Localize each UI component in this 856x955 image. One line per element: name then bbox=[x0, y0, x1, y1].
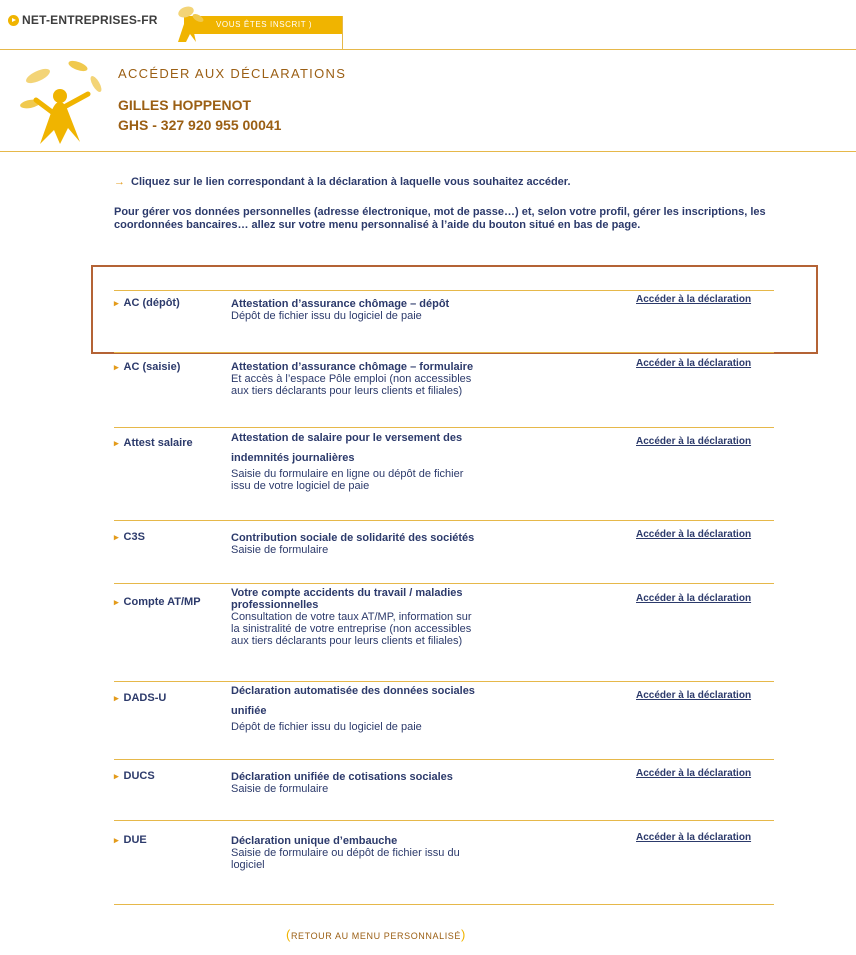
user-id: GHS - 327 920 955 00041 bbox=[118, 117, 282, 133]
section-title: ACCÉDER AUX DÉCLARATIONS bbox=[118, 66, 347, 81]
declaration-line: aux tiers déclarants pour leurs clients et filiales) bbox=[231, 635, 463, 647]
row-divider bbox=[114, 904, 774, 905]
declaration-line: Consultation de votre taux AT/MP, information sur bbox=[231, 611, 472, 623]
declaration-title: Déclaration automatisée des données sociales bbox=[231, 685, 475, 697]
declaration-title: Votre compte accidents du travail / maladies bbox=[231, 587, 463, 599]
declaration-title-cont: unifiée bbox=[231, 705, 267, 717]
mascot-small-icon bbox=[168, 2, 206, 46]
access-declaration-link[interactable]: Accéder à la déclaration bbox=[636, 832, 752, 843]
declaration-line: issu de votre logiciel de paie bbox=[231, 480, 370, 492]
declaration-line: Et accès à l’espace Pôle emploi (non accessibles bbox=[231, 373, 472, 385]
row-divider bbox=[114, 290, 774, 291]
declaration-line: logiciel bbox=[231, 859, 265, 871]
top-bar bbox=[0, 0, 856, 50]
declaration-description bbox=[231, 587, 521, 647]
declaration-line: Saisie de formulaire bbox=[231, 783, 329, 795]
declaration-line: Dépôt de fichier issu du logiciel de paie bbox=[231, 310, 422, 322]
declaration-description bbox=[231, 771, 521, 795]
access-declaration-link[interactable]: Accéder à la déclaration bbox=[636, 529, 752, 540]
declaration-code: ▸ AC (dépôt) bbox=[114, 297, 180, 309]
paren-close-icon: ) bbox=[461, 927, 466, 942]
declaration-line: aux tiers déclarants pour leurs clients et filiales) bbox=[231, 385, 463, 397]
declaration-description bbox=[231, 428, 521, 492]
declaration-code: ▸ Compte AT/MP bbox=[114, 596, 201, 608]
row-divider bbox=[114, 583, 774, 584]
declaration-description bbox=[231, 532, 521, 556]
declaration-title: Contribution sociale de solidarité des sociétés bbox=[231, 532, 475, 544]
declaration-line: Saisie du formulaire en ligne ou dépôt de fichier bbox=[231, 468, 464, 480]
access-declaration-link[interactable]: Accéder à la déclaration bbox=[636, 768, 752, 779]
header-divider bbox=[0, 49, 856, 50]
brand-logo[interactable] bbox=[8, 12, 158, 28]
declaration-line: Saisie de formulaire ou dépôt de fichier issu du bbox=[231, 847, 460, 859]
info-paragraph: Pour gérer vos données personnelles (adresse électronique, mot de passe…) et, selon votre profil, gérer les inscriptions, les coordonnées bancaires… allez sur votre menu personnalisé à l’aide du bouton situé en bas de page. bbox=[114, 206, 766, 231]
row-divider bbox=[114, 520, 774, 521]
declaration-title: Attestation de salaire pour le versement des bbox=[231, 432, 463, 444]
declaration-title: Déclaration unifiée de cotisations sociales bbox=[231, 771, 453, 783]
brand-name: NET-ENTREPRISES-FR bbox=[22, 13, 158, 27]
tab-label: VOUS ÊTES INSCRIT ) bbox=[216, 20, 313, 29]
row-divider bbox=[114, 820, 774, 821]
declaration-code: ▸ Attest salaire bbox=[114, 437, 193, 449]
play-icon bbox=[8, 15, 19, 26]
access-declaration-link[interactable]: Accéder à la déclaration bbox=[636, 294, 752, 305]
declaration-title: Attestation d’assurance chômage – dépôt bbox=[231, 298, 450, 310]
user-name: GILLES HOPPENOT bbox=[118, 97, 252, 113]
declaration-description bbox=[231, 835, 521, 871]
tab-registered[interactable] bbox=[184, 16, 342, 34]
back-to-menu-label: RETOUR AU MENU PERSONNALISÉ bbox=[290, 931, 462, 941]
instruction-label: Cliquez sur le lien correspondant à la déclaration à laquelle vous souhaitez accéder. bbox=[131, 176, 571, 188]
declaration-code: ▸ DADS-U bbox=[114, 692, 166, 704]
declaration-code: ▸ DUE bbox=[114, 834, 147, 846]
access-declaration-link[interactable]: Accéder à la déclaration bbox=[636, 690, 752, 701]
access-declaration-link[interactable]: Accéder à la déclaration bbox=[636, 358, 752, 369]
declaration-line: la sinistralité de votre entreprise (non accessibles bbox=[231, 623, 472, 635]
back-to-menu-button[interactable] bbox=[286, 927, 466, 942]
declaration-description bbox=[231, 298, 521, 322]
arrow-right-icon: → bbox=[114, 176, 125, 188]
tab-divider bbox=[342, 16, 343, 50]
declaration-code: ▸ C3S bbox=[114, 531, 145, 543]
mascot-icon bbox=[18, 56, 108, 146]
declaration-description bbox=[231, 361, 521, 397]
declaration-code: ▸ AC (saisie) bbox=[114, 361, 180, 373]
declaration-code: ▸ DUCS bbox=[114, 770, 155, 782]
declaration-title-cont: indemnités journalières bbox=[231, 452, 355, 464]
declaration-line: Dépôt de fichier issu du logiciel de paie bbox=[231, 721, 422, 733]
declaration-description bbox=[231, 681, 521, 733]
instruction-text bbox=[114, 176, 571, 188]
row-divider bbox=[114, 352, 774, 353]
paren-open-icon: ( bbox=[286, 927, 291, 942]
access-declaration-link[interactable]: Accéder à la déclaration bbox=[636, 593, 752, 604]
declaration-title: Déclaration unique d’embauche bbox=[231, 835, 398, 847]
declaration-line: Saisie de formulaire bbox=[231, 544, 329, 556]
declaration-title: Attestation d’assurance chômage – formulaire bbox=[231, 361, 474, 373]
row-divider bbox=[114, 759, 774, 760]
declaration-title-cont: professionnelles bbox=[231, 599, 319, 611]
access-declaration-link[interactable]: Accéder à la déclaration bbox=[636, 436, 752, 447]
header-bottom-divider bbox=[0, 151, 856, 152]
